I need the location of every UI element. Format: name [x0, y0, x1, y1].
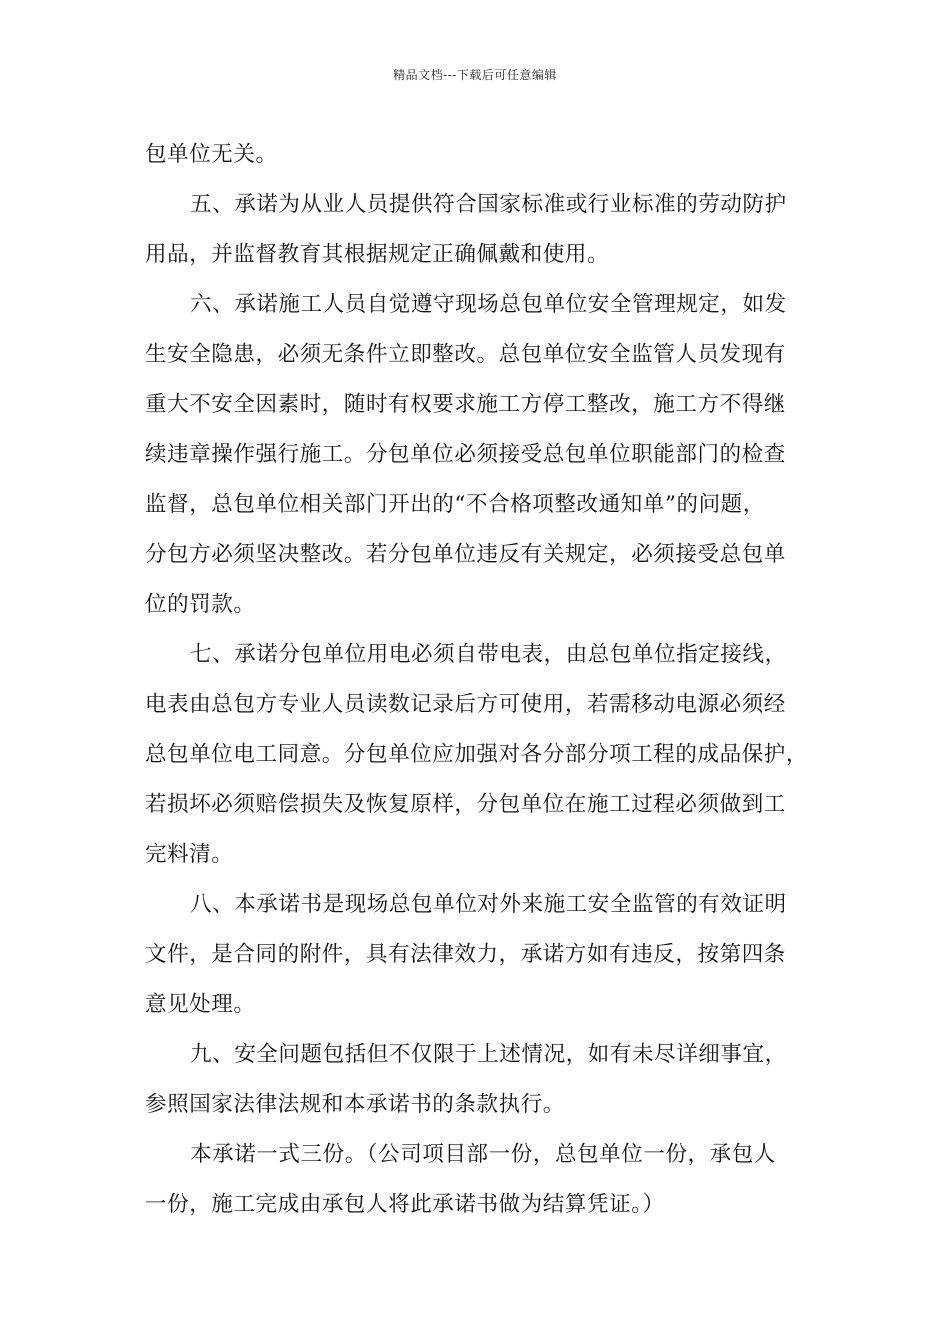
clause-9-line: 九、安全问题包括但不仅限于上述情况，如有未尽详细事宜， — [190, 1042, 787, 1067]
text-line: 文件，是合同的附件，具有法律效力，承诺方如有违反，按第四条 — [145, 942, 786, 967]
clause-6-line: 六、承诺施工人员自觉遵守现场总包单位安全管理规定，如发 — [190, 292, 787, 317]
text-line: 重大不安全因素时，随时有权要求施工方停工整改，施工方不得继 — [145, 392, 786, 417]
text-line: 分包方必须坚决整改。若分包单位违反有关规定，必须接受总包单 — [145, 542, 786, 567]
text-line: 意见处理。 — [145, 992, 256, 1017]
text-line: 续违章操作强行施工。分包单位必须接受总包单位职能部门的检查 — [145, 442, 786, 467]
copies-clause-line: 本承诺一式三份。（公司项目部一份，总包单位一份，承包人 — [190, 1142, 776, 1167]
text-line: 一份，施工完成由承包人将此承诺书做为结算凭证。） — [145, 1192, 665, 1217]
document-body — [145, 130, 825, 1230]
text-line: 监督，总包单位相关部门开出的“不合格项整改通知单”的问题， — [145, 492, 765, 517]
text-line: 总包单位电工同意。分包单位应加强对各分部分项工程的成品保护， — [145, 742, 809, 767]
text-line: 位的罚款。 — [145, 592, 256, 617]
clause-8-line: 八、本承诺书是现场总包单位对外来施工安全监管的有效证明 — [190, 892, 787, 917]
text-line: 电表由总包方专业人员读数记录后方可使用，若需移动电源必须经 — [145, 692, 786, 717]
text-line: 若损坏必须赔偿损失及恢复原样，分包单位在施工过程必须做到工 — [145, 792, 786, 817]
text-line: 包单位无关。 — [145, 142, 278, 167]
text-line: 生安全隐患，必须无条件立即整改。总包单位安全监管人员发现有 — [145, 342, 786, 367]
text-line: 用品，并监督教育其根据规定正确佩戴和使用。 — [145, 242, 610, 267]
clause-5-line: 五、承诺为从业人员提供符合国家标准或行业标准的劳动防护 — [190, 192, 787, 217]
clause-7-line: 七、承诺分包单位用电必须自带电表，由总包单位指定接线， — [190, 642, 787, 667]
text-line: 完料清。 — [145, 842, 234, 867]
text-line: 参照国家法律法规和本承诺书的条款执行。 — [145, 1092, 565, 1117]
page-header: 精品文档---下载后可任意编辑 — [393, 68, 557, 82]
